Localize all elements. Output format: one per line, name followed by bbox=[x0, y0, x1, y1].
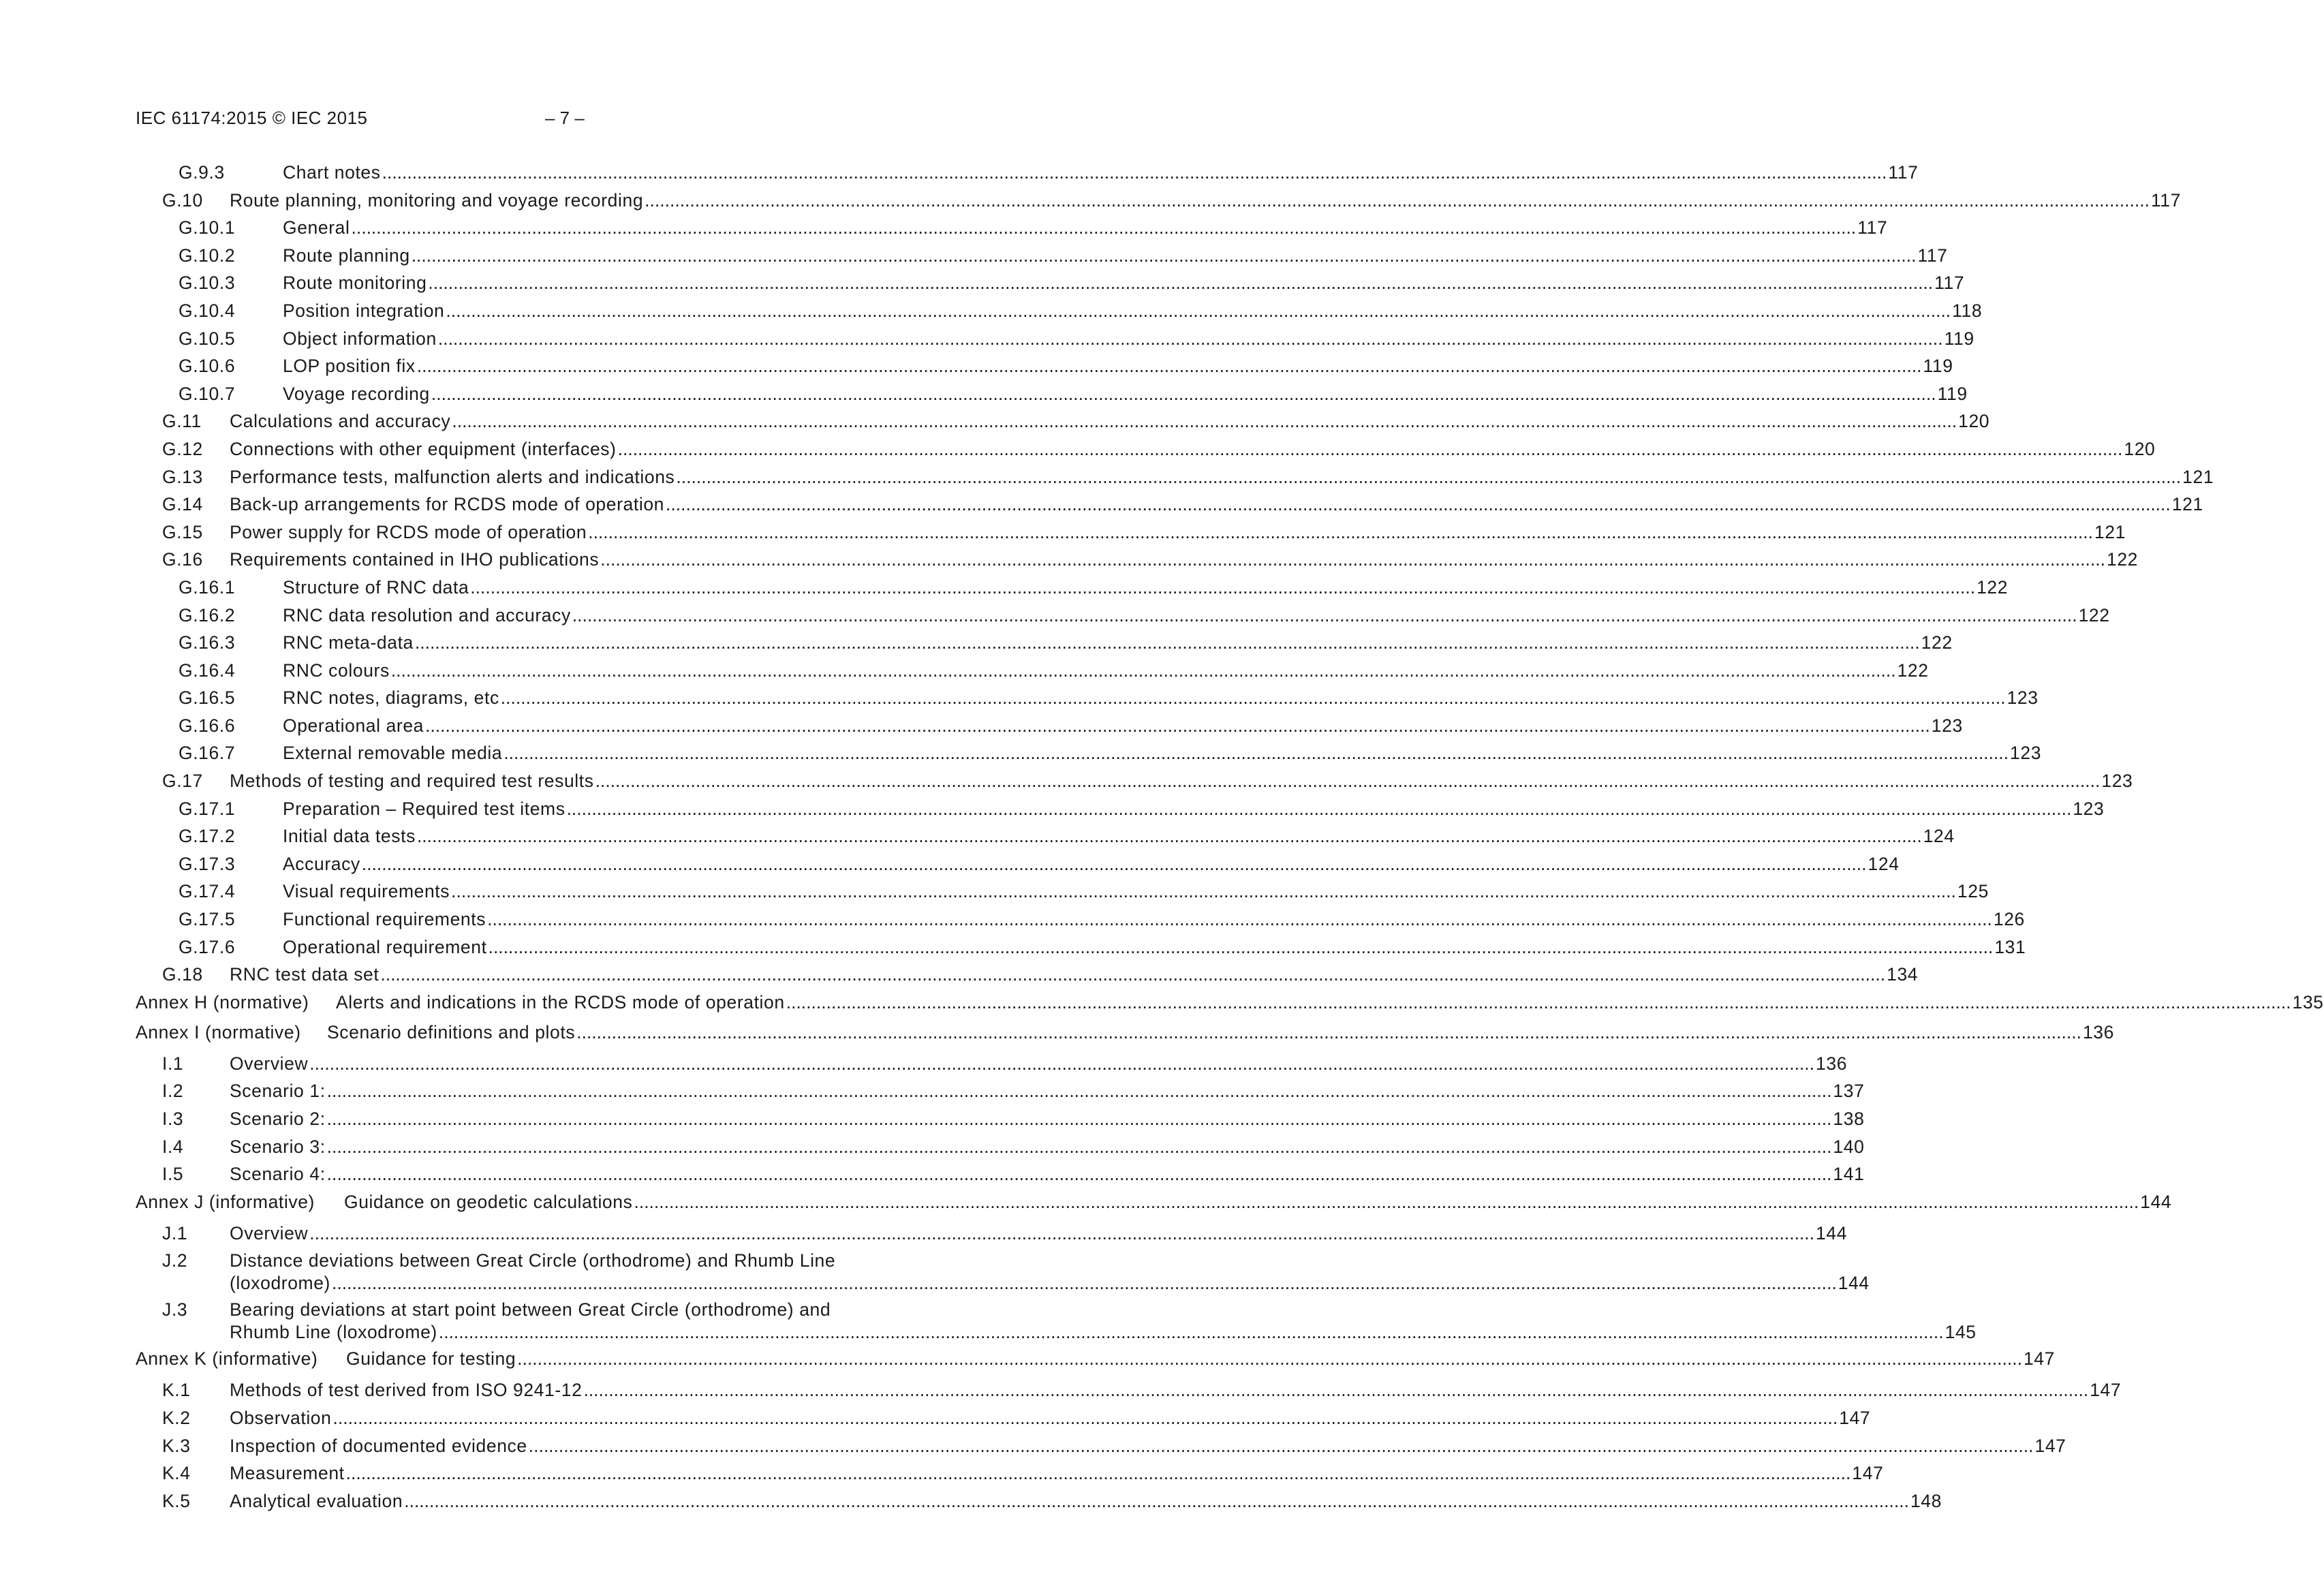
dot-leader: ............................................................................................................................................................................................................................................................................................................ bbox=[309, 1222, 1815, 1243]
toc-entry-page: 147 bbox=[2090, 1380, 2122, 1401]
toc-entry-page: 148 bbox=[1910, 1490, 1942, 1511]
toc-entry[interactable] bbox=[0, 1021, 2114, 1052]
toc-entry-title: Measurement bbox=[230, 1463, 345, 1484]
toc-entry-number: K.4 bbox=[162, 1463, 191, 1484]
toc-entry[interactable] bbox=[0, 686, 2039, 714]
toc-entry-page: 123 bbox=[2010, 743, 2042, 764]
toc-entry-page: 117 bbox=[1857, 217, 1888, 238]
dot-leader: ............................................................................................................................................................................................................................................................................................................ bbox=[786, 991, 2291, 1012]
dot-leader: ............................................................................................................................................................................................................................................................................................................ bbox=[326, 1164, 1832, 1185]
toc-entry[interactable] bbox=[0, 659, 1929, 687]
toc-entry-title: Scenario 1: bbox=[230, 1081, 326, 1102]
toc-entry-page: 144 bbox=[1816, 1222, 1848, 1243]
dot-leader: ............................................................................................................................................................................................................................................................................................................ bbox=[666, 494, 2171, 515]
toc-entry-page: 117 bbox=[1934, 273, 1965, 294]
toc-entry-page: 123 bbox=[2073, 798, 2105, 819]
toc-entry-title: General bbox=[283, 217, 350, 238]
dot-leader: ............................................................................................................................................................................................................................................................................................................ bbox=[411, 245, 1917, 266]
dot-leader: ............................................................................................................................................................................................................................................................................................................ bbox=[576, 1021, 2081, 1042]
dot-leader: ............................................................................................................................................................................................................................................................................................................ bbox=[404, 1490, 1909, 1511]
toc-entry-number: G.14 bbox=[162, 494, 203, 515]
toc-entry-number: G.16 bbox=[162, 549, 203, 570]
toc-entry[interactable] bbox=[0, 1249, 1870, 1298]
toc-entry-title: Bearing deviations at start point between Great Circle (orthodrome) and bbox=[230, 1299, 831, 1320]
toc-entry-number: G.17.5 bbox=[179, 909, 236, 930]
toc-entry-page: 122 bbox=[1921, 632, 1953, 653]
toc-entry[interactable] bbox=[0, 548, 2139, 576]
toc-entry-title: Guidance on geodetic calculations bbox=[344, 1191, 633, 1212]
toc-entry-page: 122 bbox=[1977, 576, 2009, 598]
toc-entry-title: Scenario 2: bbox=[230, 1109, 326, 1129]
toc-entry-number: G.17.6 bbox=[179, 936, 236, 957]
dot-leader: ............................................................................................................................................................................................................................................................................................................ bbox=[416, 356, 1922, 377]
toc-entry-number: I.3 bbox=[162, 1109, 184, 1129]
toc-entry-number: G.10.6 bbox=[179, 356, 236, 377]
dot-leader: ............................................................................................................................................................................................................................................................................................................ bbox=[634, 1191, 2139, 1212]
toc-entry[interactable] bbox=[0, 382, 1968, 410]
toc-entry-number: J.1 bbox=[162, 1222, 188, 1243]
toc-entry-number: G.13 bbox=[162, 466, 203, 487]
toc-entry-title: Preparation – Required test items bbox=[283, 798, 565, 819]
toc-entry-page: 124 bbox=[1868, 853, 1900, 874]
dot-leader: ............................................................................................................................................................................................................................................................................................................ bbox=[361, 853, 1867, 874]
toc-entry-title: Calculations and accuracy bbox=[230, 411, 451, 432]
toc-entry-number: Annex I (normative) bbox=[136, 1021, 301, 1042]
dot-leader: ............................................................................................................................................................................................................................................................................................................ bbox=[437, 328, 1943, 349]
toc-entry-number: G.17.1 bbox=[179, 798, 236, 819]
toc-entry-number: G.10.5 bbox=[179, 328, 236, 349]
toc-entry-number: Annex K (informative) bbox=[136, 1348, 318, 1370]
toc-entry-page: 125 bbox=[1957, 881, 1989, 902]
toc-entry-number: J.2 bbox=[162, 1250, 188, 1271]
toc-entry[interactable] bbox=[0, 935, 2026, 963]
dot-leader: ............................................................................................................................................................................................................................................................................................................ bbox=[382, 162, 1887, 183]
toc-entry-title: Methods of testing and required test results bbox=[230, 771, 594, 792]
toc-entry[interactable] bbox=[0, 465, 2214, 493]
toc-entry-title: Distance deviations between Great Circle (orthodrome) and Rhumb Line bbox=[230, 1250, 836, 1271]
toc-entry-number: K.5 bbox=[162, 1490, 191, 1511]
toc-entry-number: I.1 bbox=[162, 1053, 184, 1074]
toc-entry-title: Back-up arrangements for RCDS mode of operation bbox=[230, 494, 664, 515]
toc-entry-page: 119 bbox=[1923, 356, 1953, 377]
toc-entry-number: G.17.3 bbox=[179, 853, 236, 874]
dot-leader: ............................................................................................................................................................................................................................................................................................................ bbox=[309, 1053, 1815, 1074]
dot-leader: ............................................................................................................................................................................................................................................................................................................ bbox=[645, 189, 2150, 211]
toc-entry-number: G.16.3 bbox=[179, 632, 236, 653]
toc-entry-page: 121 bbox=[2094, 521, 2126, 542]
toc-entry-page: 147 bbox=[2023, 1348, 2055, 1370]
toc-entry-number: K.3 bbox=[162, 1435, 191, 1456]
toc-entry-title: Chart notes bbox=[283, 162, 381, 183]
toc-entry[interactable] bbox=[0, 244, 1948, 272]
toc-entry-title: Object information bbox=[283, 328, 437, 349]
toc-entry[interactable] bbox=[0, 824, 1955, 852]
dot-leader: ............................................................................................................................................................................................................................................................................................................ bbox=[414, 632, 1920, 653]
toc-entry-title: Overview bbox=[230, 1222, 309, 1243]
toc-entry[interactable] bbox=[0, 189, 2181, 217]
toc-entry-title: Operational requirement bbox=[283, 936, 487, 957]
toc-entry-title-continued: Rhumb Line (loxodrome) bbox=[230, 1322, 437, 1343]
dot-leader: ............................................................................................................................................................................................................................................................................................................ bbox=[326, 1081, 1832, 1102]
toc-entry-number: G.15 bbox=[162, 521, 203, 542]
toc-entry-number: G.10.3 bbox=[179, 273, 236, 294]
dot-leader: ............................................................................................................................................................................................................................................................................................................ bbox=[351, 217, 1857, 238]
toc-entry-page: 117 bbox=[1888, 162, 1919, 183]
dot-leader: ............................................................................................................................................................................................................................................................................................................ bbox=[470, 576, 1976, 598]
toc-entry-title: Power supply for RCDS mode of operation bbox=[230, 521, 587, 542]
dot-leader: ............................................................................................................................................................................................................................................................................................................ bbox=[416, 826, 1922, 847]
toc-entry-page: 120 bbox=[2124, 438, 2156, 459]
toc-entry[interactable] bbox=[0, 576, 2009, 604]
toc-entry-number: I.2 bbox=[162, 1081, 184, 1102]
toc-entry[interactable] bbox=[0, 1489, 1942, 1517]
toc-entry-page: 123 bbox=[2007, 687, 2039, 709]
toc-entry[interactable] bbox=[0, 991, 2324, 1022]
toc-entry-title: Analytical evaluation bbox=[230, 1490, 403, 1511]
toc-entry[interactable] bbox=[0, 1434, 2066, 1462]
dot-leader: ............................................................................................................................................................................................................................................................................................................ bbox=[566, 798, 2072, 819]
toc-entry-title: Performance tests, malfunction alerts and indications bbox=[230, 466, 675, 487]
toc-entry[interactable] bbox=[0, 963, 1919, 991]
dot-leader: ............................................................................................................................................................................................................................................................................................................ bbox=[500, 687, 2006, 709]
toc-entry[interactable] bbox=[0, 797, 2105, 825]
toc-entry-page: 119 bbox=[1937, 383, 1968, 404]
toc-entry-page: 118 bbox=[1952, 300, 1983, 321]
dot-leader: ............................................................................................................................................................................................................................................................................................................ bbox=[583, 1380, 2089, 1401]
toc-entry-title: Initial data tests bbox=[283, 826, 416, 847]
toc-entry[interactable] bbox=[0, 852, 1900, 880]
toc-entry-page: 131 bbox=[1994, 936, 2026, 957]
toc-entry-number: G.10 bbox=[162, 189, 203, 211]
toc-entry-number: G.16.2 bbox=[179, 604, 236, 625]
dot-leader: ............................................................................................................................................................................................................................................................................................................ bbox=[345, 1463, 1851, 1484]
toc-entry[interactable] bbox=[0, 880, 1989, 908]
toc-entry-title: Operational area bbox=[283, 715, 424, 736]
toc-entry-number: G.17 bbox=[162, 771, 203, 792]
toc-entry-page: 122 bbox=[2078, 604, 2110, 625]
toc-entry-number: G.17.4 bbox=[179, 881, 236, 902]
toc-entry-title: Inspection of documented evidence bbox=[230, 1435, 527, 1456]
toc-entry-page: 122 bbox=[1897, 660, 1929, 681]
toc-entry-page: 136 bbox=[2082, 1021, 2114, 1042]
toc-entry-page: 121 bbox=[2171, 494, 2203, 515]
toc-entry-number: G.16.7 bbox=[179, 743, 236, 764]
toc-entry-page: 119 bbox=[1944, 328, 1974, 349]
toc-entry-page: 147 bbox=[1852, 1463, 1884, 1484]
toc-entry[interactable] bbox=[0, 769, 2133, 797]
toc-entry[interactable] bbox=[0, 1052, 1848, 1080]
toc-entry-number: J.3 bbox=[162, 1299, 188, 1320]
toc-entry[interactable] bbox=[0, 1298, 1977, 1347]
toc-entry[interactable] bbox=[0, 437, 2156, 465]
toc-entry-title: External removable media bbox=[283, 743, 503, 764]
toc-entry-page: 145 bbox=[1945, 1322, 1977, 1343]
dot-leader: ............................................................................................................................................................................................................................................................................................................ bbox=[380, 964, 1886, 985]
toc-entry-page: 122 bbox=[2107, 549, 2139, 570]
toc-entry[interactable] bbox=[0, 1162, 1865, 1190]
toc-entry-number: G.18 bbox=[162, 964, 203, 985]
dot-leader: ............................................................................................................................................................................................................................................................................................................ bbox=[572, 604, 2077, 625]
dot-leader: ............................................................................................................................................................................................................................................................................................................ bbox=[331, 1273, 1837, 1294]
dot-leader: ............................................................................................................................................................................................................................................................................................................ bbox=[451, 881, 1956, 902]
toc-entry-page: 140 bbox=[1833, 1136, 1865, 1157]
dot-leader: ............................................................................................................................................................................................................................................................................................................ bbox=[326, 1136, 1832, 1157]
toc-entry-number: G.9.3 bbox=[179, 162, 225, 183]
toc-entry-page: 138 bbox=[1833, 1109, 1865, 1129]
toc-entry-title: RNC test data set bbox=[230, 964, 379, 985]
toc-entry[interactable] bbox=[0, 1406, 1871, 1434]
toc-entry-page: 144 bbox=[2140, 1191, 2172, 1212]
toc-entry[interactable] bbox=[0, 1135, 1865, 1163]
toc-entry[interactable] bbox=[0, 1222, 1848, 1250]
toc-entry-title: Overview bbox=[230, 1053, 309, 1074]
dot-leader: ............................................................................................................................................................................................................................................................................................................ bbox=[600, 549, 2105, 570]
toc-entry-title: Methods of test derived from ISO 9241-12 bbox=[230, 1380, 583, 1401]
toc-entry-number: I.5 bbox=[162, 1164, 184, 1185]
toc-entry-title: Functional requirements bbox=[283, 909, 486, 930]
toc-entry[interactable] bbox=[0, 216, 1888, 244]
toc-entry-title: Structure of RNC data bbox=[283, 576, 469, 598]
toc-entry-page: 121 bbox=[2182, 466, 2214, 487]
toc-entry-number: G.10.1 bbox=[179, 217, 236, 238]
dot-leader: ............................................................................................................................................................................................................................................................................................................ bbox=[503, 743, 2009, 764]
toc-entry-title: Position integration bbox=[283, 300, 445, 321]
toc-entry-number: I.4 bbox=[162, 1136, 184, 1157]
toc-entry-number: K.1 bbox=[162, 1380, 191, 1401]
toc-entry-title: Connections with other equipment (interfaces) bbox=[230, 438, 617, 459]
toc-entry[interactable] bbox=[0, 1461, 1884, 1489]
toc-entry-page: 123 bbox=[1931, 715, 1963, 736]
toc-entry-title: Scenario definitions and plots bbox=[327, 1021, 576, 1042]
dot-leader: ............................................................................................................................................................................................................................................................................................................ bbox=[332, 1407, 1838, 1428]
toc-entry-page: 126 bbox=[1993, 909, 2025, 930]
toc-entry[interactable] bbox=[0, 631, 1953, 659]
dot-leader: ............................................................................................................................................................................................................................................................................................................ bbox=[528, 1435, 2034, 1456]
toc-entry-page: 147 bbox=[2034, 1435, 2066, 1456]
toc-entry-title: Voyage recording bbox=[283, 383, 430, 404]
toc-entry[interactable] bbox=[0, 1378, 2122, 1406]
toc-entry-title: Route planning, monitoring and voyage recording bbox=[230, 189, 644, 211]
toc-entry[interactable] bbox=[0, 161, 1919, 189]
dot-leader: ............................................................................................................................................................................................................................................................................................................ bbox=[676, 466, 2182, 487]
toc-entry[interactable] bbox=[0, 271, 1965, 299]
dot-leader: ............................................................................................................................................................................................................................................................................................................ bbox=[326, 1109, 1832, 1129]
toc-entry[interactable] bbox=[0, 1107, 1865, 1135]
toc-entry-title: Scenario 3: bbox=[230, 1136, 326, 1157]
dot-leader: ............................................................................................................................................................................................................................................................................................................ bbox=[487, 909, 1992, 930]
toc-entry[interactable] bbox=[0, 327, 1974, 355]
dot-leader: ............................................................................................................................................................................................................................................................................................................ bbox=[588, 521, 2093, 542]
toc-entry-title: RNC data resolution and accuracy bbox=[283, 604, 571, 625]
toc-entry-title-continued: (loxodrome) bbox=[230, 1273, 330, 1294]
dot-leader: ............................................................................................................................................................................................................................................................................................................ bbox=[617, 438, 2123, 459]
toc-entry-title: LOP position fix bbox=[283, 356, 416, 377]
toc-entry-title: RNC notes, diagrams, etc bbox=[283, 687, 499, 709]
toc-entry[interactable] bbox=[0, 299, 1983, 327]
dot-leader: ............................................................................................................................................................................................................................................................................................................ bbox=[517, 1348, 2022, 1370]
toc-entry-page: 124 bbox=[1923, 826, 1955, 847]
toc-entry[interactable] bbox=[0, 521, 2126, 548]
toc-entry-number: Annex J (informative) bbox=[136, 1191, 315, 1212]
dot-leader: ............................................................................................................................................................................................................................................................................................................ bbox=[438, 1322, 1944, 1343]
toc-entry[interactable] bbox=[0, 1079, 1865, 1107]
toc-entry[interactable] bbox=[0, 604, 2110, 632]
toc-entry-number: G.16.6 bbox=[179, 715, 236, 736]
toc-entry[interactable] bbox=[0, 1347, 2055, 1378]
toc-entry-page: 136 bbox=[1816, 1053, 1848, 1074]
toc-entry-page: 120 bbox=[1958, 411, 1990, 432]
toc-entry-number: G.10.4 bbox=[179, 300, 236, 321]
dot-leader: ............................................................................................................................................................................................................................................................................................................ bbox=[595, 771, 2101, 792]
dot-leader: ............................................................................................................................................................................................................................................................................................................ bbox=[425, 715, 1930, 736]
toc-entry[interactable] bbox=[0, 714, 1963, 742]
document-id: IEC 61174:2015 © IEC 2015 bbox=[136, 108, 368, 128]
toc-entry-number: G.16.4 bbox=[179, 660, 236, 681]
toc-entry-page: 141 bbox=[1833, 1164, 1865, 1185]
toc-entry-page: 135 bbox=[2292, 991, 2324, 1012]
toc-entry-page: 134 bbox=[1887, 964, 1919, 985]
toc-entry-number: G.10.7 bbox=[179, 383, 236, 404]
toc-entry[interactable] bbox=[0, 409, 1990, 437]
toc-entry-title: Visual requirements bbox=[283, 881, 450, 902]
toc-entry[interactable] bbox=[0, 354, 1953, 382]
toc-entry-title: Guidance for testing bbox=[346, 1348, 516, 1370]
toc-entry-title: RNC meta-data bbox=[283, 632, 414, 653]
toc-entry-title: Route monitoring bbox=[283, 273, 427, 294]
toc-entry-title: Observation bbox=[230, 1407, 332, 1428]
toc-entry-number: G.11 bbox=[162, 411, 202, 432]
toc-entry-page: 147 bbox=[1839, 1407, 1871, 1428]
toc-entry-page: 144 bbox=[1838, 1273, 1870, 1294]
dot-leader: ............................................................................................................................................................................................................................................................................................................ bbox=[452, 411, 1957, 432]
toc-entry-number: G.10.2 bbox=[179, 245, 236, 266]
toc-entry-title: Scenario 4: bbox=[230, 1164, 326, 1185]
dot-leader: ............................................................................................................................................................................................................................................................................................................ bbox=[428, 273, 1934, 294]
toc-entry-number: G.17.2 bbox=[179, 826, 236, 847]
toc-entry[interactable] bbox=[0, 1190, 2172, 1222]
toc-entry-title: RNC colours bbox=[283, 660, 390, 681]
toc-entry-number: G.16.1 bbox=[179, 576, 236, 598]
dot-leader: ............................................................................................................................................................................................................................................................................................................ bbox=[431, 383, 1936, 404]
toc-entry-number: G.12 bbox=[162, 438, 203, 459]
dot-leader: ............................................................................................................................................................................................................................................................................................................ bbox=[446, 300, 1951, 321]
toc-entry-page: 117 bbox=[2150, 189, 2181, 211]
page-number: – 7 – bbox=[545, 108, 585, 128]
toc-entry-number: Annex H (normative) bbox=[136, 991, 309, 1012]
toc-entry-page: 117 bbox=[1917, 245, 1948, 266]
toc-entry-page: 137 bbox=[1833, 1081, 1865, 1102]
toc-entry[interactable] bbox=[0, 741, 2042, 769]
toc-entry-page: 123 bbox=[2101, 771, 2133, 792]
toc-entry-title: Requirements contained in IHO publications bbox=[230, 549, 600, 570]
toc-entry[interactable] bbox=[0, 908, 2025, 935]
toc-entry-number: K.2 bbox=[162, 1407, 191, 1428]
table-of-contents bbox=[0, 161, 2324, 1517]
dot-leader: ............................................................................................................................................................................................................................................................................................................ bbox=[488, 936, 1994, 957]
toc-entry-title: Route planning bbox=[283, 245, 410, 266]
toc-entry-title: Accuracy bbox=[283, 853, 360, 874]
toc-entry-number: G.16.5 bbox=[179, 687, 236, 709]
toc-entry[interactable] bbox=[0, 493, 2203, 521]
toc-entry-title: Alerts and indications in the RCDS mode of operation bbox=[336, 991, 785, 1012]
dot-leader: ............................................................................................................................................................................................................................................................................................................ bbox=[390, 660, 1896, 681]
